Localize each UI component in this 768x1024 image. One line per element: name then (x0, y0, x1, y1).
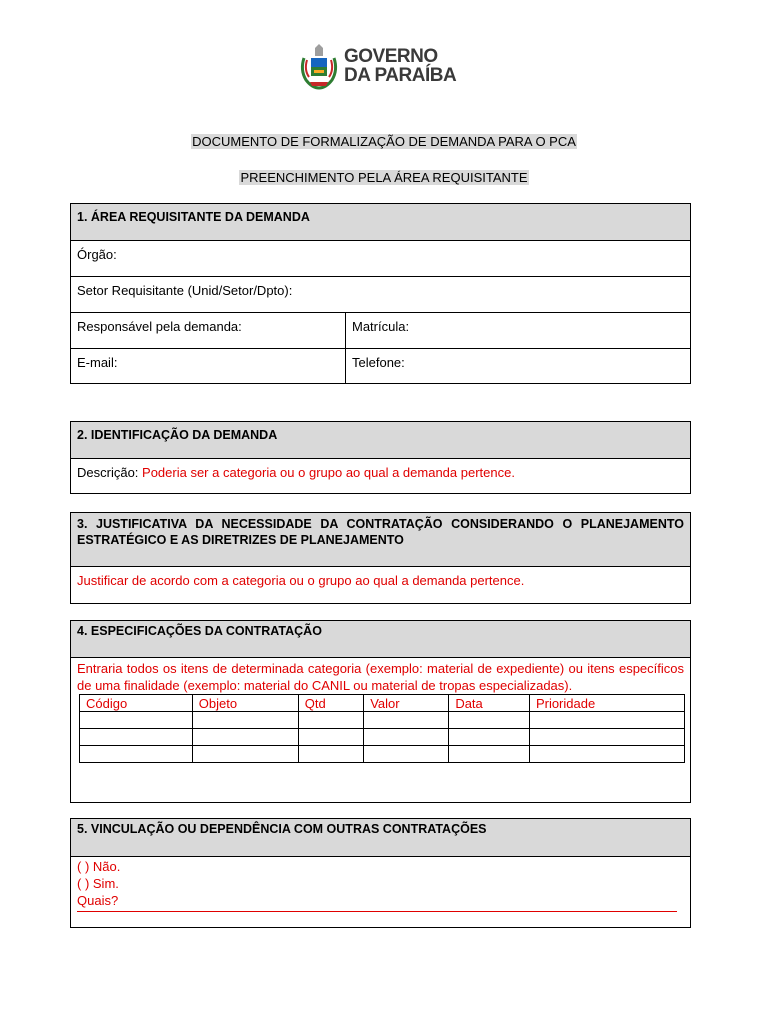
table-cell[interactable] (364, 729, 449, 746)
table-cell[interactable] (449, 746, 530, 763)
logo-text (344, 47, 456, 85)
section2-heading: 2. IDENTIFICAÇÃO DA DEMANDA (71, 422, 690, 458)
table-cell[interactable] (80, 712, 193, 729)
table-cell[interactable] (192, 729, 298, 746)
table-cell[interactable] (529, 746, 684, 763)
responsavel-field[interactable]: Responsável pela demanda: (71, 313, 346, 348)
section4-heading: 4. ESPECIFICAÇÕES DA CONTRATAÇÃO (71, 621, 690, 657)
section-identificacao (70, 421, 691, 494)
col-codigo: Código (80, 695, 193, 712)
document-title (0, 134, 768, 149)
matricula-field[interactable]: Matrícula: (352, 319, 410, 334)
justificativa-field[interactable]: Justificar de acordo com a categoria ou o grupo ao qual a demanda pertence. (71, 566, 690, 603)
table-cell[interactable] (192, 746, 298, 763)
email-telefone-row (71, 348, 690, 383)
section3-heading: 3. JUSTIFICATIVA DA NECESSIDADE DA CONTRATAÇÃO CONSIDERANDO O PLANEJAMENTO ESTRATÉGICO E AS DIRETRIZES DE PLANEJAMENTO (71, 513, 690, 566)
responsavel-matricula-row (71, 312, 690, 348)
table-cell[interactable] (449, 712, 530, 729)
quais-answer-line[interactable] (77, 911, 677, 912)
section5-heading: 5. VINCULAÇÃO OU DEPENDÊNCIA COM OUTRAS CONTRATAÇÕES (71, 819, 690, 856)
col-objeto: Objeto (192, 695, 298, 712)
table-cell[interactable] (298, 746, 363, 763)
coat-of-arms-icon (298, 44, 340, 90)
especificacoes-text: Entraria todos os itens de determinada categoria (exemplo: material de expediente) ou itens específicos de uma finalidade (exemplo: material do CANIL ou material de tropas especializadas). (77, 661, 684, 693)
table-cell[interactable] (529, 712, 684, 729)
option-nao[interactable]: ( ) Não. (77, 859, 121, 874)
logo-text-line1: GOVERNO (344, 46, 438, 67)
email-field[interactable]: E-mail: (71, 349, 346, 383)
telefone-field[interactable]: Telefone: (352, 355, 405, 370)
col-data: Data (449, 695, 530, 712)
document-subtitle (0, 170, 768, 185)
document-subtitle-text: PREENCHIMENTO PELA ÁREA REQUISITANTE (240, 170, 528, 185)
items-table-header (80, 695, 685, 712)
descricao-text: Poderia ser a categoria ou o grupo ao qual a demanda pertence. (142, 465, 515, 480)
descricao-label: Descrição: (77, 465, 143, 480)
logo-text-line2: DA PARAÍBA (344, 65, 457, 86)
descricao-field[interactable] (71, 458, 690, 493)
items-table (79, 694, 685, 763)
governo-paraiba-logo (298, 44, 458, 90)
table-cell[interactable] (364, 746, 449, 763)
col-qtd: Qtd (298, 695, 363, 712)
vinculacao-area (71, 856, 690, 927)
document-title-text: DOCUMENTO DE FORMALIZAÇÃO DE DEMANDA PARA O PCA (192, 134, 576, 149)
setor-field[interactable]: Setor Requisitante (Unid/Setor/Dpto): (71, 276, 690, 312)
table-row (80, 712, 685, 729)
table-cell[interactable] (364, 712, 449, 729)
section-area-requisitante (70, 203, 691, 384)
table-row (80, 729, 685, 746)
quais-label: Quais? (77, 893, 119, 908)
orgao-field[interactable]: Órgão: (71, 240, 690, 276)
col-valor: Valor (364, 695, 449, 712)
section-vinculacao (70, 818, 691, 928)
section-especificacoes (70, 620, 691, 803)
table-row (80, 746, 685, 763)
table-cell[interactable] (80, 729, 193, 746)
section-justificativa (70, 512, 691, 604)
table-cell[interactable] (298, 712, 363, 729)
especificacoes-area (71, 657, 690, 802)
table-cell[interactable] (449, 729, 530, 746)
table-cell[interactable] (80, 746, 193, 763)
col-prioridade: Prioridade (529, 695, 684, 712)
table-cell[interactable] (529, 729, 684, 746)
table-cell[interactable] (298, 729, 363, 746)
table-cell[interactable] (192, 712, 298, 729)
option-sim[interactable]: ( ) Sim. (77, 876, 119, 891)
section1-heading: 1. ÁREA REQUISITANTE DA DEMANDA (71, 204, 690, 240)
